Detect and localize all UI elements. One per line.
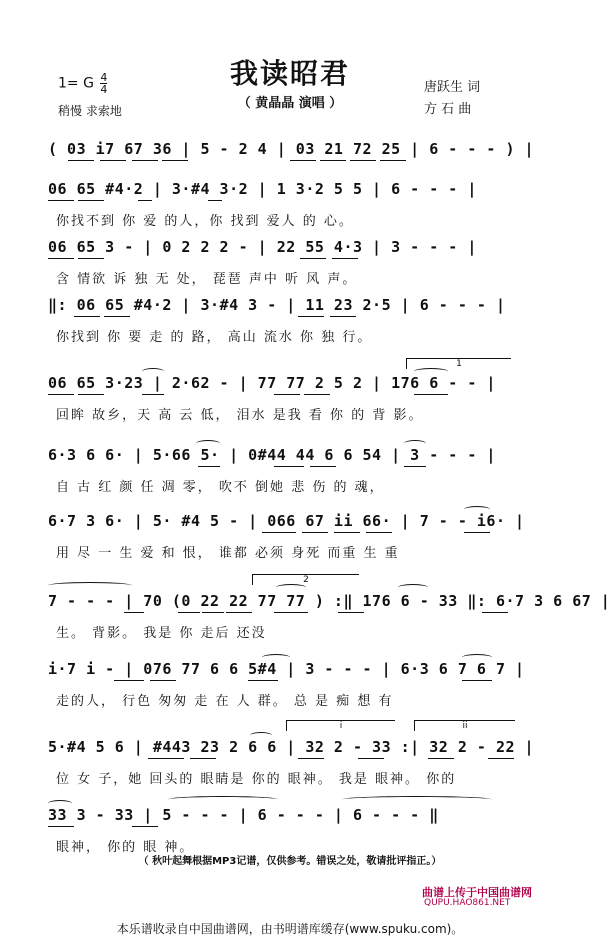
lyrics-line: 你找不到 你 爱 的人，你 找到 爱人 的 心。: [56, 214, 354, 229]
lyrics-line: 含 情欲 诉 独 无 处， 琵琶 声中 听 风 声。: [56, 272, 358, 287]
notation-line: 06 65 3·23 | 2·62 - | 77 77 2 5 2 | 176 6 - - |: [48, 374, 496, 392]
time-signature: [100, 72, 107, 95]
time-bottom: 4: [100, 83, 108, 96]
lyrics-line: 眼神， 你的 眼 神。: [56, 840, 195, 855]
lyrics-line: 你找到 你 要 走 的 路， 高山 流水 你 独 行。: [56, 330, 373, 345]
notation-line: 33 3 - 33 | 5 - - - | 6 - - - | 6 - - - ‖: [48, 806, 439, 824]
key-signature: [58, 72, 107, 95]
volta-bracket-1: 1: [406, 358, 511, 369]
composer-credit: 方 石 曲: [424, 102, 472, 117]
lyrics-line: 位 女 子，她 回头的 眼睛是 你的 眼神。 我是 眼神。 你的: [56, 772, 457, 787]
lyricist-credit: 唐跃生 词: [424, 80, 481, 95]
tempo-marking: 稍慢 求索地: [58, 104, 122, 118]
lyrics-line: 自 古 红 颜 任 凋 零， 吹不 倒她 悲 伤 的 魂，: [56, 480, 385, 495]
tie: [342, 796, 492, 803]
volta-bracket-ii: ii: [414, 720, 515, 731]
notation-line: 6·3 6 6· | 5·66 5· | 0#44 44 6 6 54 | 3 - - - |: [48, 446, 496, 464]
slur: [398, 584, 428, 591]
slur: [276, 584, 306, 591]
notation-line: i·7 i - | 076 77 6 6 5#4 | 3 - - - | 6·3 6 7 6 7 |: [48, 660, 525, 678]
notation-line: 6·7 3 6· | 5· #4 5 - | 066 67 ii 66· | 7 - - i6· |: [48, 512, 525, 530]
lyrics-line: 生。 背影。 我是 你 走后 还没: [56, 626, 267, 641]
site-watermark-url: QUPU.HAO861.NET: [424, 898, 511, 908]
volta-bracket-i: i: [286, 720, 395, 731]
source-credit: 本乐谱收录自中国曲谱网，由书明谱库缓存(www.spuku.com)。: [116, 922, 464, 936]
song-title: 我读昭君: [229, 57, 350, 90]
notation-line: 06 65 #4·2 | 3·#4 3·2 | 1 3·2 5 5 | 6 - - - |: [48, 180, 477, 198]
transcription-note: （ 秋叶起舞根据MP3记谱，仅供参考。错误之处，敬请批评指正。）: [138, 856, 442, 867]
notation-line: ‖: 06 65 #4·2 | 3·#4 3 - | 11 23 2·5 | 6 - - - |: [48, 296, 506, 314]
time-top: 4: [100, 71, 108, 84]
notation-line: ( 03 i7 67 36 | 5 - 2 4 | 03 21 72 25 | 6 - - - ) |: [48, 140, 535, 158]
notation-line: 5·#4 5 6 | #443 23 2 6 6 | 32 2 - 33 :| 32 2 - 22 |: [48, 738, 535, 756]
lyrics-line: 走的人， 行色 匆匆 走 在 人 群。 总 是 痴 想 有: [56, 694, 394, 709]
tie: [168, 796, 278, 803]
site-watermark: 曲谱上传于中国曲谱网: [422, 886, 532, 899]
lyrics-line: 回眸 故乡，天 高 云 低， 泪水 是我 看 你 的 背 影。: [56, 408, 424, 423]
notation-line: 7 - - - | 70 (0 22 22 77 77 ) :‖ 176 6 - 33 ‖: 6·7 3 6 67 |: [48, 592, 610, 610]
key-text: 1= G: [58, 75, 94, 92]
volta-bracket-2: 2: [252, 574, 359, 585]
lyrics-line: 用 尽 一 生 爱 和 恨， 谁都 必须 身死 而重 生 重: [56, 546, 400, 561]
singer-line: （ 黄晶晶 演唱 ）: [237, 96, 343, 111]
tie: [48, 582, 132, 589]
notation-line: 06 65 3 - | 0 2 2 2 - | 22 55 4·3 | 3 - - - |: [48, 238, 477, 256]
